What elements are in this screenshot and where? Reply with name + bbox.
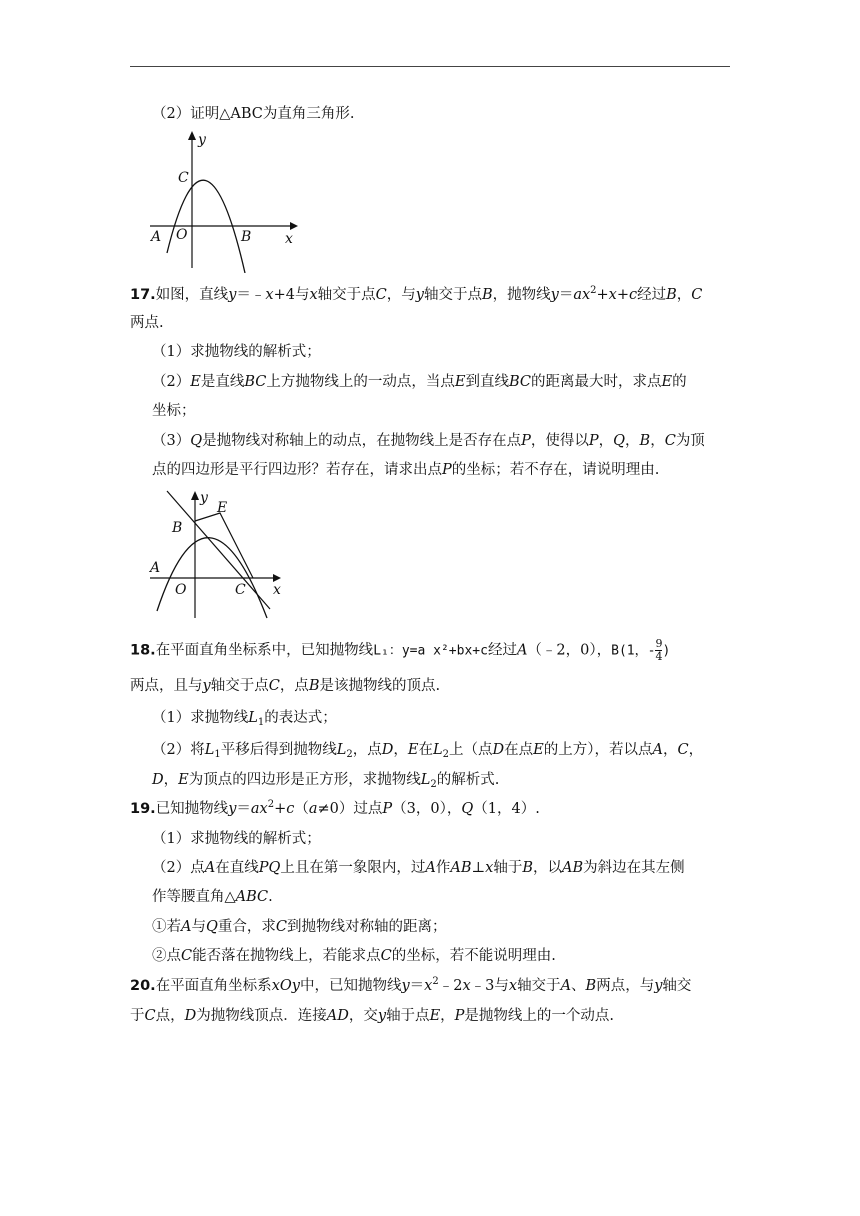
fig2-x-label: x: [273, 582, 281, 598]
q17-line2: 两点.: [130, 315, 164, 331]
figure-q17-parabola: [145, 486, 295, 620]
fig1-x-label: x: [285, 231, 293, 247]
fig1-O-label: O: [176, 227, 188, 243]
fig2-A-label: A: [150, 560, 161, 576]
q17-part2: （2）E是直线BC上方抛物线上的一动点，当点E到直线BC的距离最大时，求点E的: [152, 374, 687, 390]
q19-part2-cont: 作等腰直角△ABC.: [152, 889, 273, 905]
fig2-C-label: C: [235, 582, 246, 598]
q18-part2-cont: D，E为顶点的四边形是正方形，求抛物线$L_2$的解析式.: [152, 772, 500, 790]
q17-part1: （1）求抛物线的解析式；: [152, 344, 321, 360]
fig1-B-label: B: [241, 229, 252, 245]
fig1-C-label: C: [178, 170, 189, 186]
q16-part2: （2）证明△ABC为直角三角形.: [152, 106, 355, 122]
fig2-y-label: y: [200, 490, 208, 506]
fig1-A-label: A: [151, 229, 162, 245]
q17-part3-cont: 点的四边形是平行四边形？若存在，请求出点P的坐标；若不存在，请说明理由.: [152, 462, 660, 478]
q18-line2: 两点，且与y轴交于点C，点B是该抛物线的顶点.: [130, 678, 441, 694]
header-rule: [130, 66, 730, 67]
q18-line1: 18.在平面直角坐标系中，已知抛物线L₁：y=a x²+bx+c经过A（﹣2，0），B(1，- $\frac{9}{4}$ ): [130, 637, 671, 663]
q17-part2-cont: 坐标；: [152, 403, 196, 419]
q20-line1: 20.在平面直角坐标系xOy中，已知抛物线$y=x^2﹣2x﹣3$与x轴交于A、B两点，与y轴交: [130, 976, 692, 994]
fig2-O-label: O: [175, 582, 187, 598]
q18-formula-image: L₁：y=a x²+bx+c: [373, 643, 488, 659]
q18-fraction: $\frac{9}{4}$: [655, 637, 663, 663]
fig1-y-label: y: [198, 132, 206, 148]
q17-part3: （3）Q是抛物线对称轴上的动点，在抛物线上是否存在点P，使得以P，Q，B，C为顶: [152, 433, 705, 449]
q19-sub2: ②点C能否落在抛物线上，若能求点C的坐标，若不能说明理由.: [152, 948, 556, 964]
fig2-B-label: B: [172, 520, 183, 536]
q18-part1: （1）求抛物线$L_1$的表达式；: [152, 710, 337, 728]
q20-line2: 于C点，D为抛物线顶点．连接AD，交y轴于点E，P是抛物线上的一个动点.: [130, 1008, 615, 1024]
q19-part1: （1）求抛物线的解析式；: [152, 831, 321, 847]
q19-line1: 19.已知抛物线$y=ax^2+c(a\ne 0)$过点P（3，0），Q（1，4）.: [130, 799, 540, 817]
figure-q16-parabola: [145, 128, 305, 273]
fig2-E-label: E: [217, 500, 228, 516]
q18-part2: （2）将$L_1$平移后得到抛物线$L_2$，点D，E在$L_2$上（点D在点E的上方），若以点A，C，: [152, 742, 704, 760]
q17-line1: 17.如图，直线y＝﹣x+4与x轴交于点C，与y轴交于点B，抛物线$y=ax^2+x+c$经过B，C: [130, 285, 703, 303]
q19-part2: （2）点A在直线PQ上且在第一象限内，过A作AB⊥x轴于B，以AB为斜边在其左侧: [152, 860, 685, 876]
q19-sub1: ①若A与Q重合，求C到抛物线对称轴的距离；: [152, 919, 447, 935]
